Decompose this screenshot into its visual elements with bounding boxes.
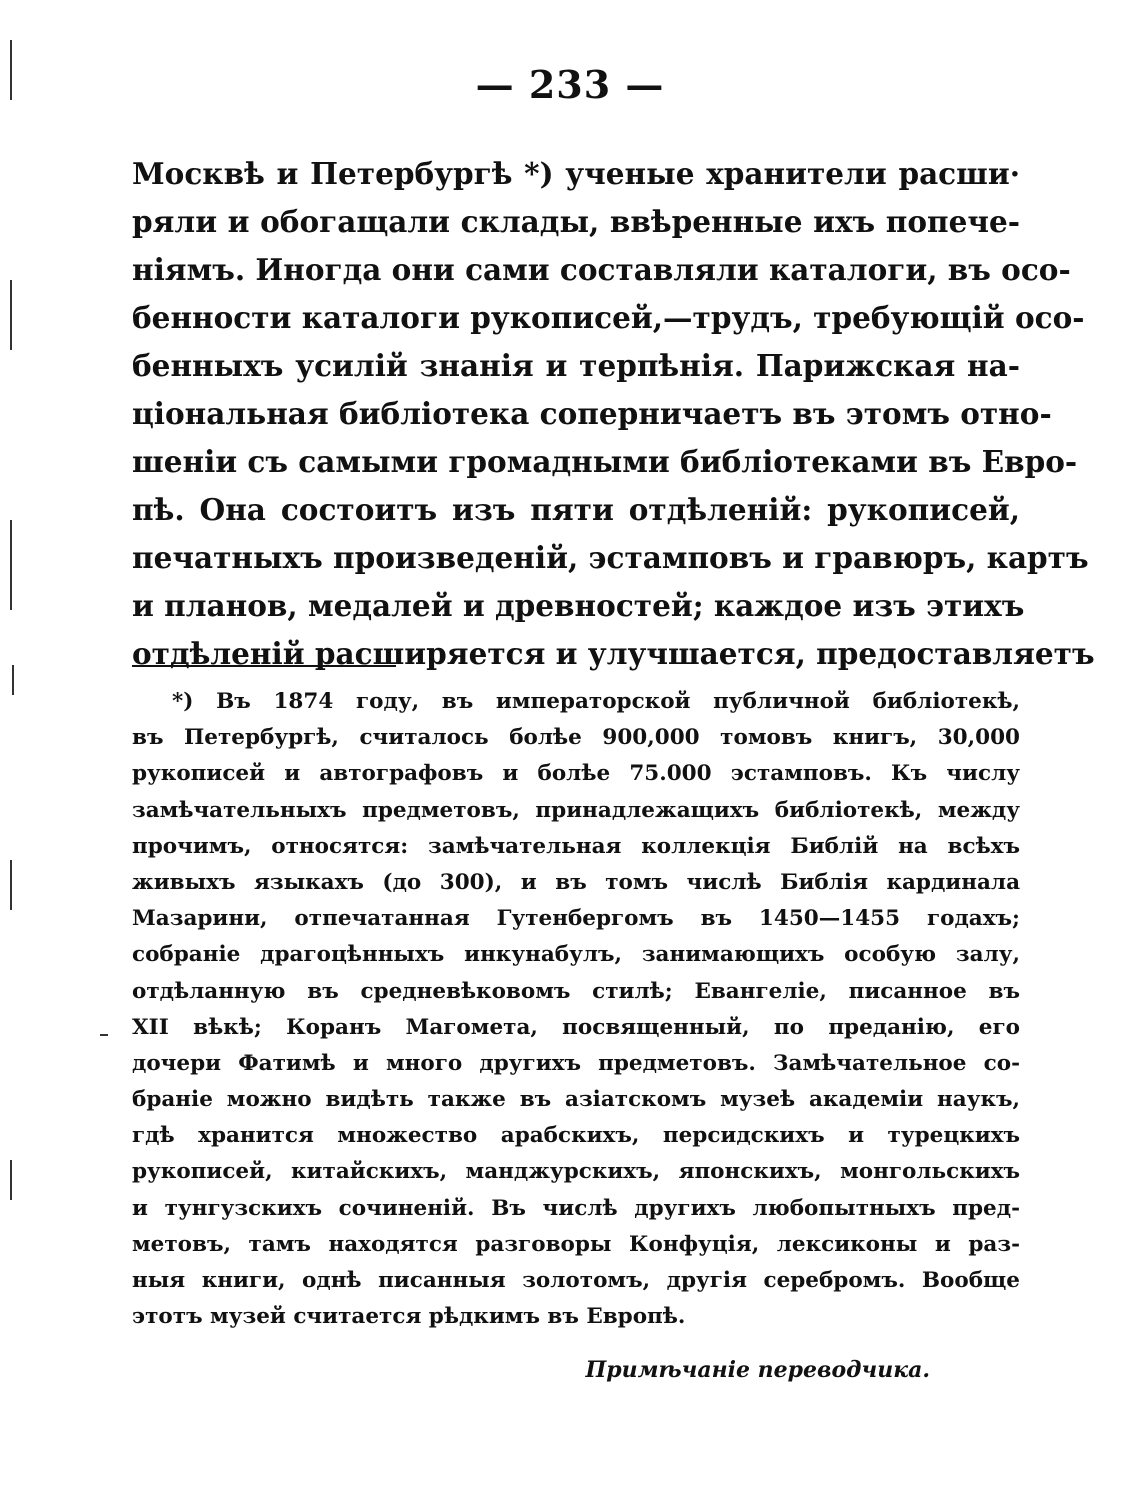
- footnote-line: живыхъ языкахъ (до 300), и въ томъ числѣ Библія кардинала: [132, 869, 1020, 895]
- footnote-line: браніе можно видѣть также въ азіатскомъ музеѣ академіи наукъ,: [132, 1087, 1020, 1113]
- main-text-line: ціональная библіотека соперничаетъ въ этомъ отно-: [132, 396, 1052, 431]
- footnote: [132, 684, 1020, 1335]
- main-text: [132, 150, 1095, 678]
- footnote-line: отдѣланную въ средневѣковомъ стилѣ; Евангеліе, писанное въ: [132, 978, 1020, 1004]
- footnote-line: замѣчательныхъ предметовъ, принадлежащихъ библіотекѣ, между: [132, 797, 1020, 823]
- scan-margin-mark: [10, 520, 12, 610]
- main-text-line: ніямъ. Иногда они сами составляли каталоги, въ осо-: [132, 252, 1071, 287]
- scan-margin-mark: [10, 280, 12, 350]
- main-text-line: печатныхъ произведеній, эстамповъ и гравюръ, картъ: [132, 540, 1089, 575]
- main-text-line: бенныхъ усилій знанія и терпѣнія. Парижская на-: [132, 348, 1020, 383]
- footnote-line: въ Петербургѣ, считалось болѣе 900,000 томовъ книгъ, 30,000: [132, 725, 1020, 751]
- footnote-line: прочимъ, относятся: замѣчательная коллекція Библій на всѣхъ: [132, 833, 1020, 859]
- page-number: — 233 —: [475, 62, 665, 107]
- footnote-line: XII вѣкѣ; Коранъ Магомета, посвященный, по преданію, его: [132, 1014, 1020, 1040]
- main-text-line: Москвѣ и Петербургѣ *) ученые хранители расши·: [132, 156, 1020, 191]
- footnote-separator: [132, 665, 396, 667]
- footnote-line: Мазарини, отпечатанная Гутенбергомъ въ 1450—1455 годахъ;: [132, 906, 1020, 932]
- main-text-line: пѣ. Она состоитъ изъ пяти отдѣленій: рукописей,: [132, 492, 1020, 527]
- footnote-line: метовъ, тамъ находятся разговоры Конфуція, лексиконы и раз-: [132, 1231, 1020, 1257]
- main-text-line: бенности каталоги рукописей,—трудъ, требующій осо-: [132, 300, 1085, 335]
- scan-margin-mark: [12, 665, 14, 695]
- footnote-line: ныя книги, однѣ писанныя золотомъ, другія серебромъ. Вообще: [132, 1268, 1020, 1293]
- footnote-line: дочери Фатимѣ и много другихъ предметовъ. Замѣчательное со-: [132, 1050, 1020, 1076]
- scan-margin-mark: [100, 1034, 108, 1036]
- scan-margin-mark: [10, 1160, 12, 1200]
- footnote-line: этотъ музей считается рѣдкимъ въ Европѣ.: [132, 1304, 686, 1330]
- main-text-line: отдѣленій расширяется и улучшается, предоставляетъ: [132, 636, 1095, 671]
- footnote-line: рукописей и автографовъ и болѣе 75.000 эстамповъ. Къ числу: [132, 761, 1020, 787]
- footnote-line: собраніе драгоцѣнныхъ инкунабулъ, занимающихъ особую залу,: [132, 942, 1020, 968]
- scan-margin-mark: [10, 860, 12, 910]
- scan-margin-mark: [10, 40, 12, 100]
- footnote-line: *) Въ 1874 году, въ императорской публичной библіотекѣ,: [172, 689, 1020, 714]
- main-text-line: шеніи съ самыми громадными библіотеками въ Евро-: [132, 444, 1078, 479]
- footnote-line: рукописей, китайскихъ, манджурскихъ, японскихъ, монгольскихъ: [132, 1159, 1020, 1185]
- footnote-attribution: Примѣчаніе переводчика.: [585, 1357, 930, 1383]
- main-text-line: ряли и обогащали склады, ввѣренные ихъ попече-: [132, 204, 1020, 239]
- footnote-line: и тунгузскихъ сочиненій. Въ числѣ другихъ любопытныхъ пред-: [132, 1195, 1020, 1221]
- footnote-line: гдѣ хранится множество арабскихъ, персидскихъ и турецкихъ: [132, 1123, 1020, 1149]
- main-text-line: и планов, медалей и древностей; каждое изъ этихъ: [132, 588, 1025, 623]
